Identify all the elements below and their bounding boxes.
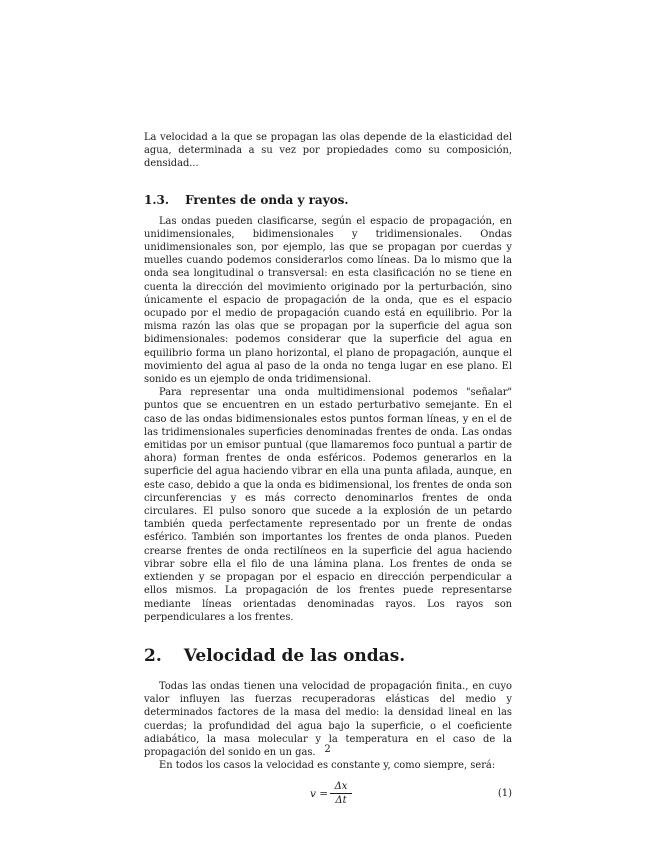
paragraph: Las ondas pueden clasificarse, según el espacio de propagación, en unidimensionales, bidimensionales y tridimensionales. Ondas unidimensionales son, por ejemplo, las que se propagan por cuerdas y muelles cuando podemos considerarlos como líneas. Da lo mismo que la onda sea longitudinal o transversal: en esta clasificación no se tiene en cuenta la dirección del movimiento originado por la perturbación, sino únicamente el espacio de propagación de la onda, que es el espacio ocupado por el medio de propagación cuando está en equilibrio. Por la misma razón las olas que se propagan por la superficie del agua son bidimensionales: podemos considerar que la superficie del agua en equilibrio forma un plano horizontal, el plano de propagación, aunque el movimiento del agua al paso de la onda no tenga lugar en ese plano. El sonido es un ejemplo de onda tridimensional. [144, 215, 512, 386]
subsection-number: 1.3. [144, 192, 170, 207]
equation-number: (1) [497, 788, 512, 800]
section-heading [144, 646, 512, 666]
equation-numerator: Δx [334, 781, 348, 793]
section-title: Velocidad de las ondas. [183, 645, 406, 666]
paragraph: Para representar una onda multidimensional podemos "señalar" puntos que se encuentren en un estado perturbativo semejante. En el caso de las ondas bidimensionales estos puntos forman líneas, y en el de las tridimensionales superficies denominadas frentes de onda. Las ondas emitidas por un emisor puntual (que llamaremos foco puntual a partir de ahora) forman frentes de onda esféricos. Podemos generarlos en la superficie del agua haciendo vibrar en ella una punta afilada, aunque, en este caso, debido a que la onda es bidimensional, los frentes de onda son circunferencias y es más correcto denominarlos frentes de onda circulares. El pulso sonoro que sucede a la explosión de un petardo también queda perfectamente representado por un frente de ondas esférico. También son importantes los frentes de onda planos. Pueden crearse frentes de onda rectilíneos en la superficie del agua haciendo vibrar sobre ella el filo de una lámina plana. Los frentes de onda se extienden y se propagan por el espacio en dirección perpendicular a ellos mismos. La propagación de los frentes puede representarse mediante líneas orientadas denominadas rayos. Los rayos son perpendiculares a los frentes. [144, 387, 512, 623]
intro-paragraph: La velocidad a la que se propagan las olas depende de la elasticidad del agua, determinada a su vez por propiedades como su composición, densidad... [144, 132, 512, 170]
paragraph: En todos los casos la velocidad es constante y, como siempre, será: [159, 760, 496, 772]
page-body [144, 131, 512, 810]
paragraph: Todas las ondas tienen una velocidad de propagación finita., en cuyo valor influyen las fuerzas recuperadoras elásticas del medio y determinados factores de la masa del medio: la densidad lineal en las cuerdas; la profundidad del agua bajo la superficie, o el coeficiente adiabático, la masa molecular y la temperatura en el caso de la propagación del sonido en un gas. [144, 680, 512, 758]
subsection-title: Frentes de onda y rayos. [185, 192, 349, 207]
page-number: 2 [324, 744, 331, 755]
subsection-heading [144, 193, 512, 207]
section-number: 2. [144, 645, 162, 666]
equation [144, 780, 512, 810]
equation-denominator: Δt [335, 795, 347, 807]
equation-lhs: v = [310, 788, 329, 801]
equation-fraction [330, 780, 352, 807]
